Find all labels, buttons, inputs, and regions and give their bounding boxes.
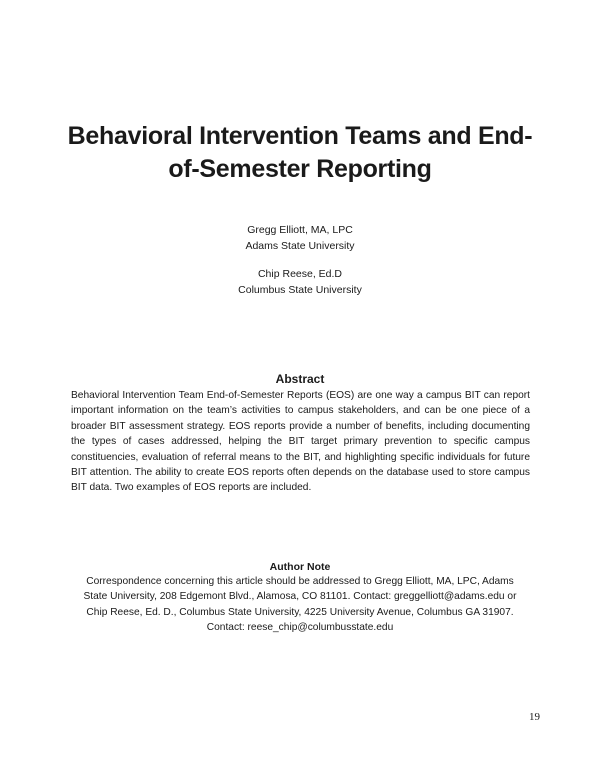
author-note-line: State University, 208 Edgemont Blvd., Alamosa, CO 81101. Contact: greggelliott@adams.edu or (83, 591, 517, 603)
author-affiliation: Adams State University (245, 240, 355, 252)
page-number: 19 (529, 711, 540, 723)
author-note-line: Chip Reese, Ed. D., Columbus State University, 4225 University Avenue, Columbus GA 31907. (86, 606, 514, 618)
author-name: Gregg Elliott, MA, LPC (247, 224, 353, 236)
author-note-line: Contact: reese_chip@columbusstate.edu (206, 622, 394, 634)
abstract-body: Behavioral Intervention Team End-of-Semester Reports (EOS) are one way a campus BIT can report important information on the team’s activities to campus stakeholders, and can be one piece of a broader BIT assessment strategy. EOS reports provide a number of benefits, including documenting the types of cases addressed, helping the BIT target primary prevention to specific campus constituencies, evaluation of referral means to the BIT, and highlighting specific individuals for future BIT attention. The ability to create EOS reports often depends on the database used to store campus BIT data. Two examples of EOS reports are included. (71, 390, 530, 494)
author-name: Chip Reese, Ed.D (257, 268, 343, 280)
author-note-line: Correspondence concerning this article should be addressed to Gregg Elliott, MA, LPC, Adams (86, 576, 514, 587)
article-title: Behavioral Intervention Teams and End-of-Semester Reporting (67, 122, 533, 183)
author-affiliation: Columbus State University (238, 284, 362, 296)
abstract-heading: Abstract (275, 372, 325, 386)
author-note-body (62, 574, 538, 636)
author-block (150, 266, 450, 298)
author-block (150, 222, 450, 254)
author-note-heading: Author Note (269, 561, 331, 573)
